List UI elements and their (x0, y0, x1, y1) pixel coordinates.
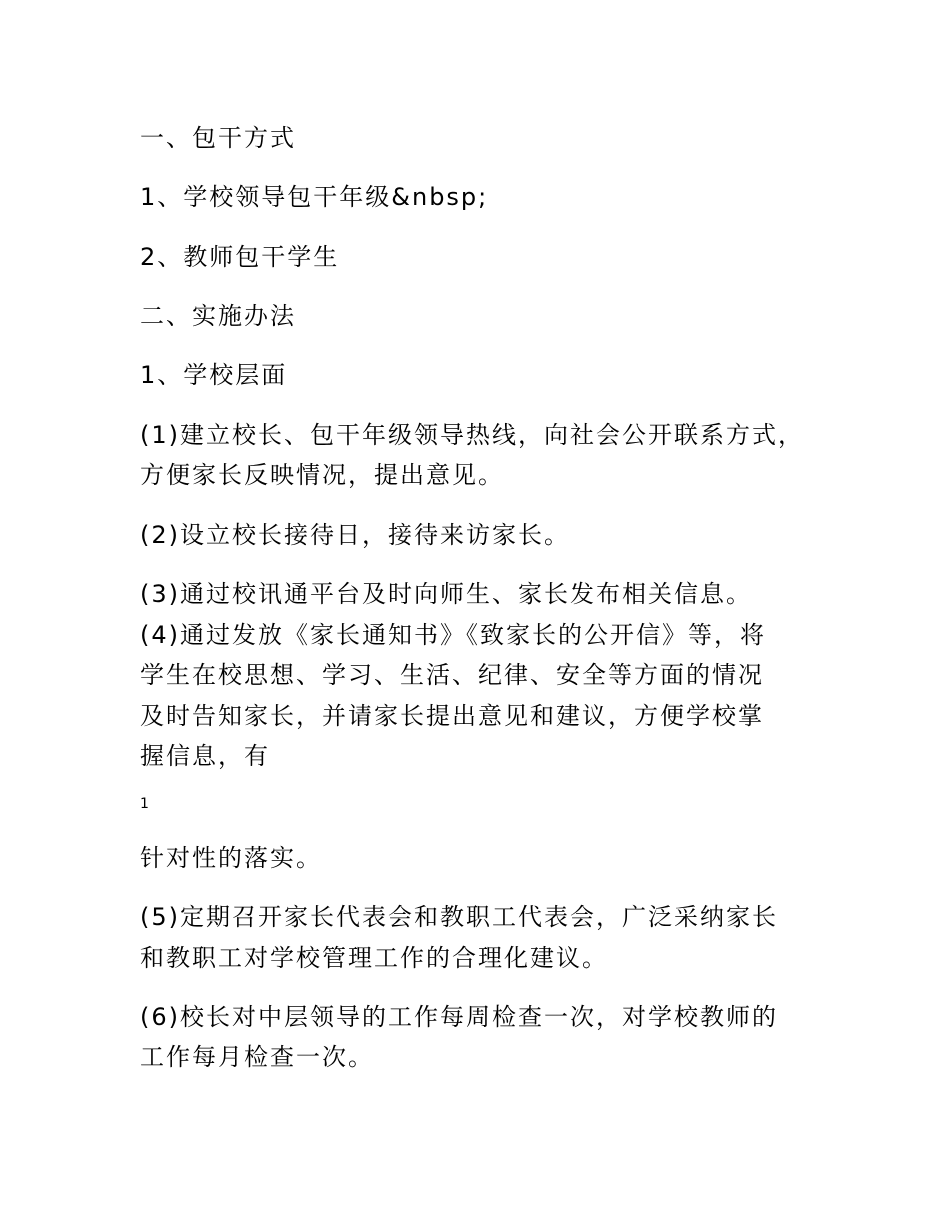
paragraph-6-line-2: 工作每月检查一次。 (140, 1043, 374, 1071)
item-school-leaders: 1、学校领导包干年级&nbsp; (140, 183, 489, 211)
paragraph-4-line-4: 握信息，有 (140, 742, 270, 770)
paragraph-1-line-2: 方便家长反映情况，提出意见。 (140, 461, 504, 489)
page-number: 1 (140, 796, 149, 812)
item-teachers: 2、教师包干学生 (140, 243, 340, 271)
paragraph-6-line-1: (6)校长对中层领导的工作每周检查一次，对学校教师的 (140, 1003, 778, 1031)
heading-baogan-fangshi: 一、包干方式 (140, 124, 296, 152)
paragraph-5-line-2: 和教职工对学校管理工作的合理化建议。 (140, 944, 608, 972)
paragraph-4-line-3: 及时告知家长，并请家长提出意见和建议，方便学校掌 (140, 702, 764, 730)
paragraph-4-line-1: (4)通过发放《家长通知书》《致家长的公开信》等，将 (140, 621, 766, 649)
paragraph-1-line-1: (1)建立校长、包干年级领导热线，向社会公开联系方式， (140, 421, 804, 449)
paragraph-3-line-1: (3)通过校讯通平台及时向师生、家长发布相关信息。 (140, 580, 752, 608)
paragraph-5-line-1: (5)定期召开家长代表会和教职工代表会，广泛采纳家长 (140, 903, 778, 931)
paragraph-2-line-1: (2)设立校长接待日，接待来访家长。 (140, 521, 570, 549)
heading-shishi-banfa: 二、实施办法 (140, 302, 296, 330)
paragraph-4-line-5: 针对性的落实。 (140, 844, 322, 872)
paragraph-4-line-2: 学生在校思想、学习、生活、纪律、安全等方面的情况 (140, 661, 764, 689)
item-school-level: 1、学校层面 (140, 361, 288, 389)
